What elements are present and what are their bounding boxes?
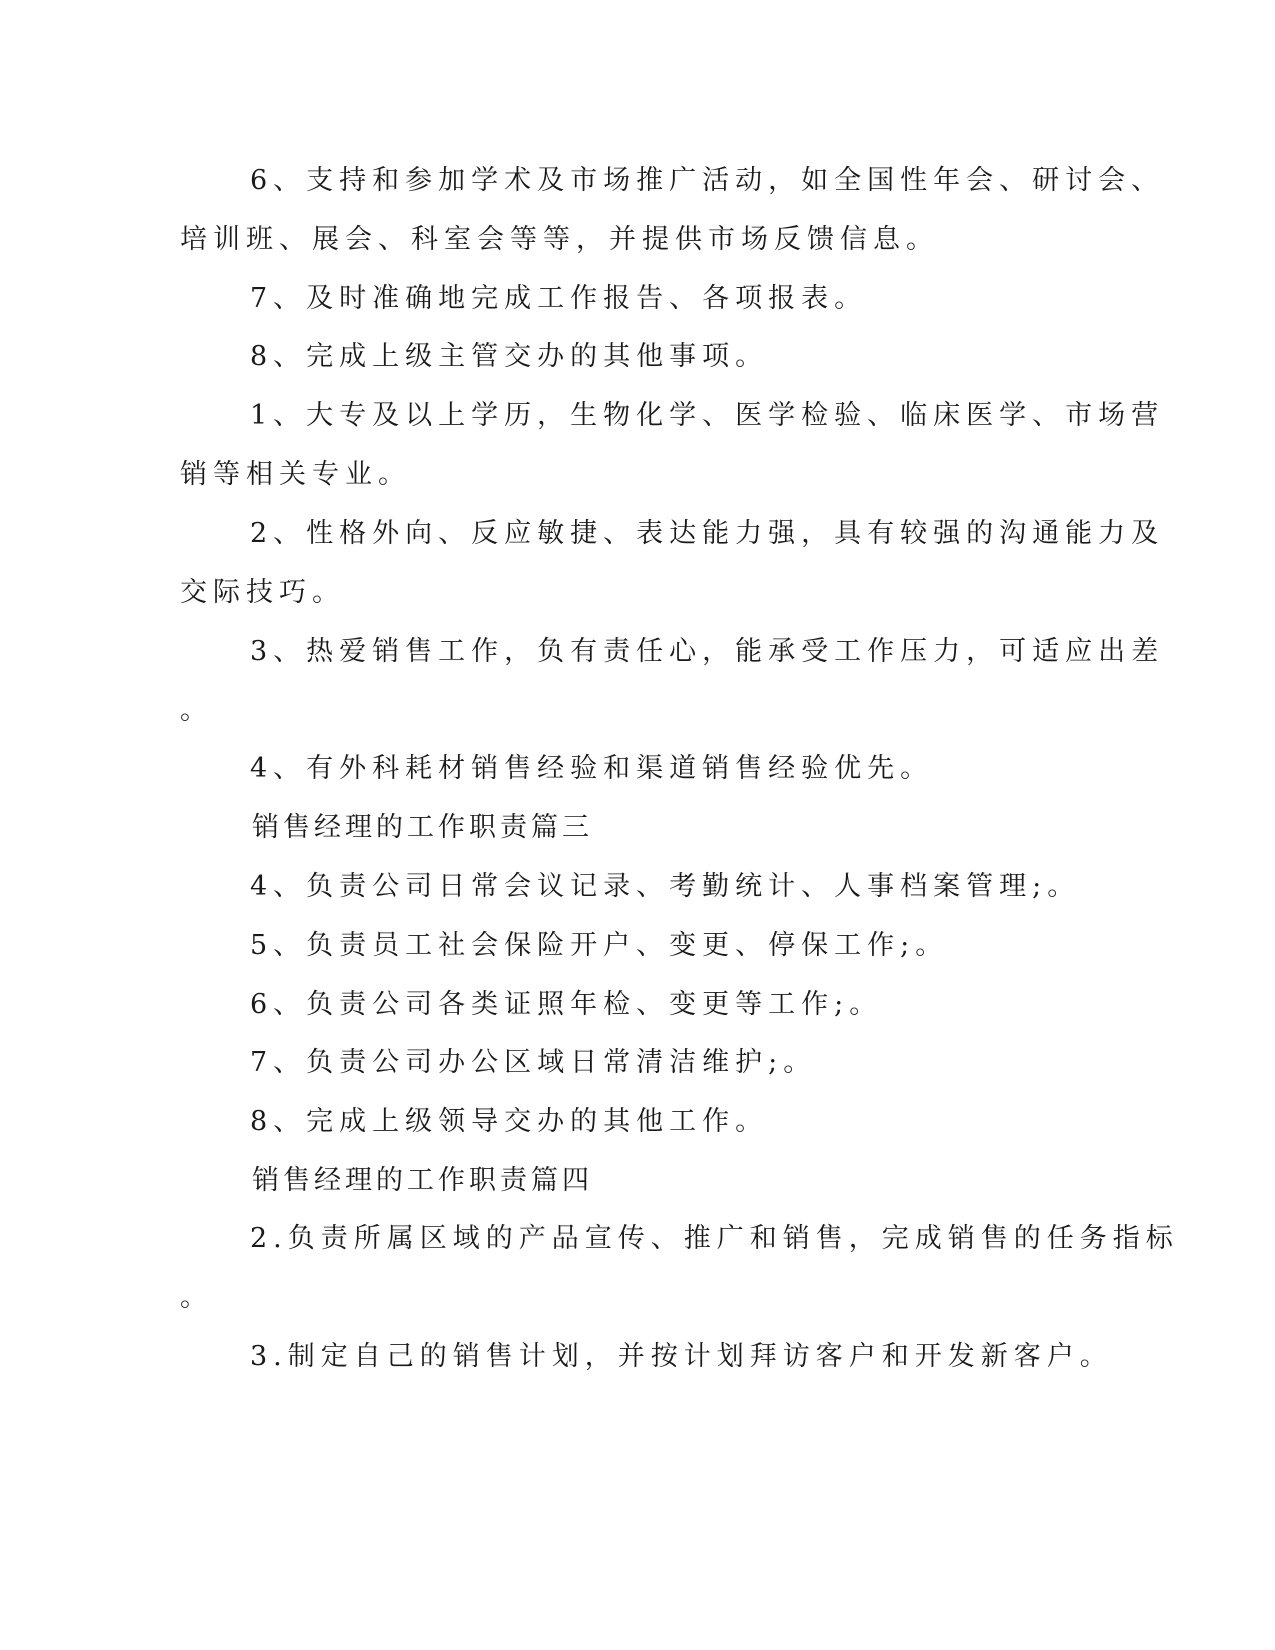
paragraph-line: 培训班、展会、科室会等等，并提供市场反馈信息。 xyxy=(180,224,939,255)
section-heading: 销售经理的工作职责篇三 xyxy=(252,812,593,843)
paragraph-line: 销等相关专业。 xyxy=(180,459,411,490)
paragraph-line: 6、负责公司各类证照年检、变更等工作;。 xyxy=(250,989,883,1020)
paragraph-line: 。 xyxy=(180,1282,213,1313)
paragraph-line: 交际技巧。 xyxy=(180,577,345,608)
section-heading: 销售经理的工作职责篇四 xyxy=(252,1165,593,1196)
paragraph-line: 3、热爱销售工作，负有责任心，能承受工作压力，可适应出差 xyxy=(250,636,1165,667)
paragraph-line: 4、有外科耗材销售经验和渠道销售经验优先。 xyxy=(250,753,934,784)
paragraph-line: 5、负责员工社会保险开户、变更、停保工作;。 xyxy=(250,930,949,961)
paragraph-line: 4、负责公司日常会议记录、考勤统计、人事档案管理;。 xyxy=(250,871,1081,902)
paragraph-line: 2、性格外向、反应敏捷、表达能力强，具有较强的沟通能力及 xyxy=(250,518,1165,549)
paragraph-line: 8、完成上级领导交办的其他工作。 xyxy=(250,1106,769,1137)
paragraph-line: 8、完成上级主管交办的其他事项。 xyxy=(250,341,769,372)
paragraph-line: 3.制定自己的销售计划，并按计划拜访客户和开发新客户。 xyxy=(250,1341,1113,1372)
paragraph-line: 。 xyxy=(180,695,213,726)
paragraph-line: 1、大专及以上学历，生物化学、医学检验、临床医学、市场营 xyxy=(250,400,1165,431)
paragraph-line: 7、及时准确地完成工作报告、各项报表。 xyxy=(250,283,868,314)
paragraph-line: 7、负责公司办公区域日常清洁维护;。 xyxy=(250,1047,817,1078)
paragraph-line: 2.负责所属区域的产品宣传、推广和销售，完成销售的任务指标 xyxy=(250,1223,1179,1254)
paragraph-line: 6、支持和参加学术及市场推广活动，如全国性年会、研讨会、 xyxy=(250,165,1165,196)
